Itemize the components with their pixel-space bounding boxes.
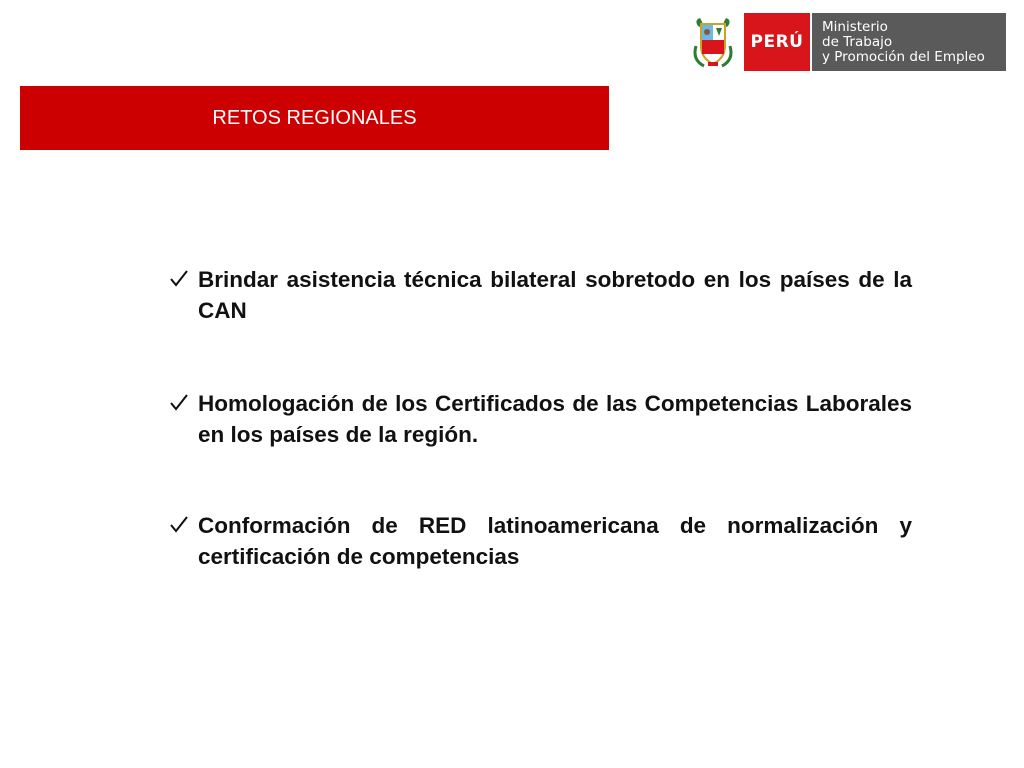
bullet-text: Conformación de RED latinoamericana de normalización y certificación de competencias <box>198 513 912 569</box>
bullet-text: Brindar asistencia técnica bilateral sobretodo en los países de la CAN <box>198 267 912 323</box>
list-item <box>160 510 912 572</box>
ministry-line-1: Ministerio <box>822 19 888 35</box>
list-item <box>160 264 912 326</box>
section-banner <box>20 86 609 150</box>
checkmark-icon <box>160 264 198 288</box>
list-item <box>160 388 912 450</box>
country-badge: PERÚ <box>744 13 810 71</box>
coat-of-arms-icon <box>690 16 736 68</box>
checkmark-icon <box>160 388 198 412</box>
ministry-line-3: y Promoción del Empleo <box>822 49 985 65</box>
banner-title: RETOS REGIONALES <box>212 106 417 129</box>
ministry-name <box>812 13 1006 71</box>
bullet-list <box>160 264 912 569</box>
ministry-logo <box>690 12 1006 72</box>
bullet-text: Homologación de los Certificados de las Competencias Laborales en los países de la región. <box>198 391 912 447</box>
ministry-line-2: de Trabajo <box>822 34 893 50</box>
checkmark-icon <box>160 510 198 534</box>
